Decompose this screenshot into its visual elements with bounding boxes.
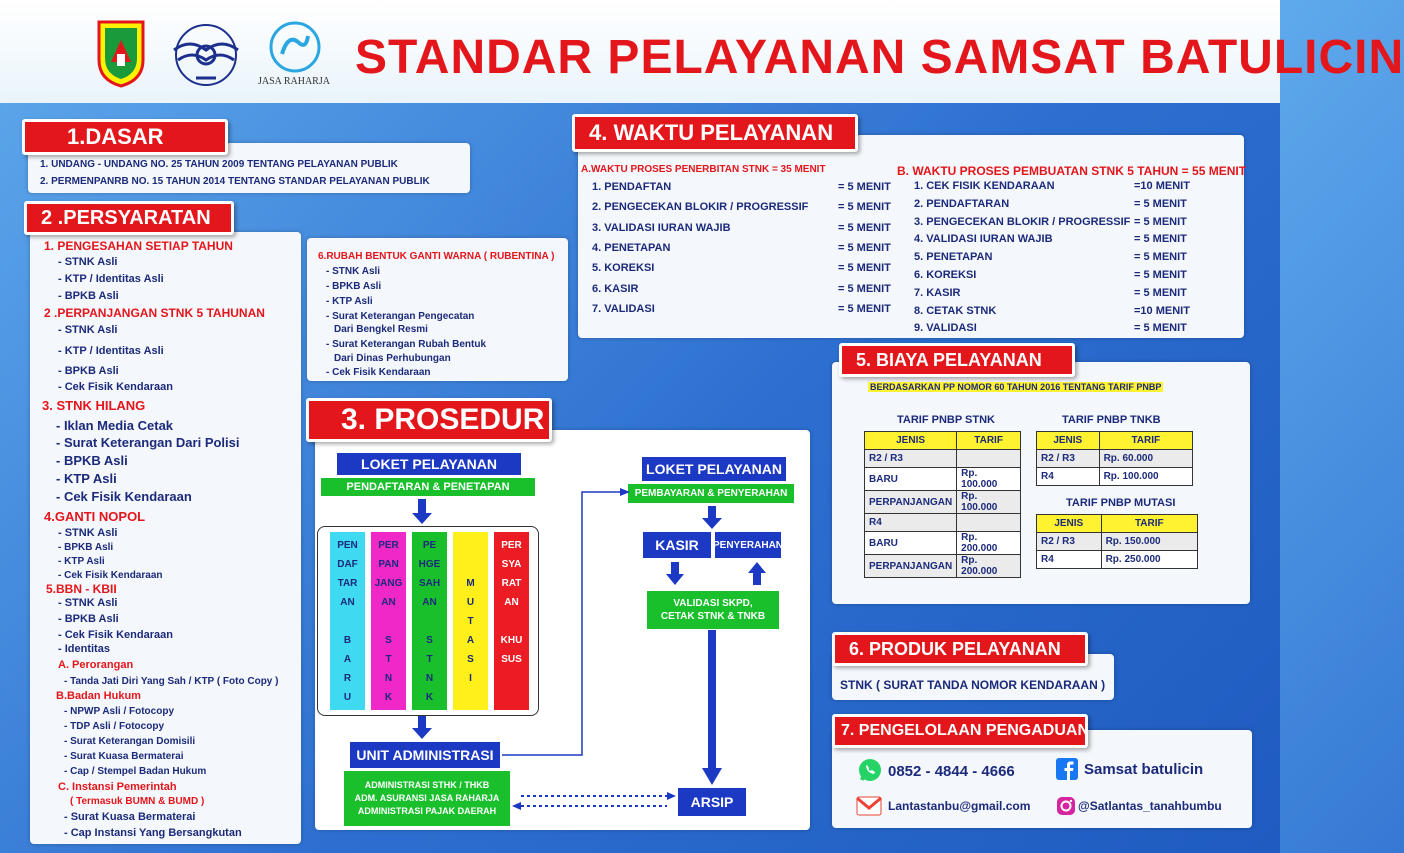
table-row [865, 532, 1021, 555]
tarif-mutasi-table [1036, 514, 1198, 569]
s5-title: 5.BBN - KBII [46, 582, 117, 596]
table-header-cell: JENIS [865, 432, 957, 450]
waktu-step-label: 3. PENGECEKAN BLOKIR / PROGRESSIF [914, 215, 1131, 228]
tarif-tnkb-title: TARIF PNBP TNKB [1062, 414, 1161, 426]
table-row [865, 468, 1021, 491]
a-title: A. Perorangan [58, 659, 134, 671]
column-text: T [467, 616, 474, 627]
table-cell: BARU [865, 468, 957, 491]
waktu-step-time: = 5 MENIT [1134, 322, 1187, 335]
pendaftaran-penetapan-box: PENDAFTARAN & PENETAPAN [320, 477, 536, 497]
waktu-step-label: 9. VALIDASI [914, 322, 977, 335]
column-text: SUS [501, 654, 522, 665]
s4-item: - Cek Fisik Kendaraan [58, 570, 163, 581]
loket-pendaftaran-box: LOKET PELAYANAN [335, 451, 523, 477]
s6-item: Dari Bengkel Resmi [334, 324, 428, 335]
waktu-step-time: = 5 MENIT [838, 201, 891, 214]
c-item: - Surat Kuasa Bermaterai [64, 811, 196, 823]
produk-text: STNK ( SURAT TANDA NOMOR KENDARAAN ) [840, 678, 1106, 692]
waktu-step-label: 7. KASIR [914, 286, 961, 299]
column-text [453, 557, 488, 576]
column-text: T [426, 654, 433, 665]
table-cell: Rp. 200.000 [957, 532, 1021, 555]
whatsapp-icon [858, 758, 882, 782]
s2-item: - STNK Asli [58, 324, 118, 336]
column-text: AN [504, 597, 519, 608]
s1-item: - KTP / Identitas Asli [58, 273, 164, 285]
table-row [1037, 533, 1198, 551]
waktu-step-label: 3. VALIDASI IURAN WAJIB [592, 221, 731, 234]
column-text [412, 614, 447, 633]
waktu-step-label: 6. KASIR [592, 282, 639, 295]
column-text: U [466, 597, 475, 608]
s4-item: - STNK Asli [58, 527, 118, 539]
table-cell [957, 514, 1021, 532]
waktu-step-time: = 5 MENIT [838, 221, 891, 234]
waktu-step-time: = 5 MENIT [1134, 269, 1187, 281]
table-header-cell: TARIF [957, 432, 1021, 450]
b-item: - Cap / Stempel Badan Hukum [64, 766, 207, 777]
s5-item: - BPKB Asli [58, 613, 119, 625]
waktu-b-title: B. WAKTU PROSES PEMBUATAN STNK 5 TAHUN = 55 MENIT [897, 164, 1247, 178]
s6-item: Dari Dinas Perhubungan [334, 353, 451, 364]
waktu-step-time: =10 MENIT [1134, 304, 1190, 317]
column-text: M [466, 578, 475, 589]
waktu-heading: 4. WAKTU PELAYANAN [572, 114, 858, 152]
column-text: AN [422, 597, 437, 608]
s5-item: - Identitas [58, 643, 110, 655]
waktu-step-time: = 5 MENIT [1134, 286, 1187, 299]
table-cell [957, 450, 1021, 468]
administrasi-details-box [343, 770, 511, 827]
table-cell: PERPANJANGAN [865, 555, 957, 578]
s3-title: 3. STNK HILANG [42, 398, 146, 413]
admin-line: ADMINISTRASI STHK / THKB [364, 780, 490, 790]
column-mutasi [453, 532, 488, 710]
connector-admin-arsip-dotted [511, 790, 677, 812]
column-text: PEN [337, 540, 358, 551]
arrow-down-icon [410, 499, 434, 525]
police-emblem-logo [170, 20, 242, 90]
tarif-tnkb-table [1036, 431, 1193, 486]
pengaduan-heading: 7. PENGELOLAAN PENGADUAN [832, 714, 1088, 748]
table-row [865, 450, 1021, 468]
admin-line: ADM. ASURANSI JASA RAHARJA [354, 793, 500, 803]
waktu-step-label: 2. PENGECEKAN BLOKIR / PROGRESSIF [592, 201, 809, 214]
table-row [1037, 450, 1193, 468]
persyaratan-heading: 2 .PERSYARATAN [24, 201, 234, 235]
waktu-step-label: 7. VALIDASI [592, 302, 655, 315]
s3-item: - KTP Asli [56, 471, 117, 486]
column-text: AN [340, 597, 355, 608]
b-title: B.Badan Hukum [56, 690, 141, 702]
whatsapp-number[interactable]: 0852 - 4844 - 4666 [888, 763, 1015, 780]
arrow-down-icon [700, 506, 724, 530]
b-item: - NPWP Asli / Fotocopy [64, 706, 175, 717]
waktu-step-label: 5. PENETAPAN [914, 251, 993, 264]
column-text: PE [422, 540, 437, 551]
table-cell: Rp. 100.000 [957, 468, 1021, 491]
connector-admin-to-loket [500, 488, 632, 760]
waktu-step-time: =10 MENIT [1134, 180, 1190, 192]
table-cell: BARU [865, 532, 957, 555]
facebook-account[interactable]: Samsat batulicin [1084, 761, 1204, 778]
table-row [865, 491, 1021, 514]
s3-item: - Iklan Media Cetak [56, 418, 174, 433]
c-title: C. Instansi Pemerintah [58, 781, 177, 793]
jasa-raharja-caption: JASA RAHARJA [258, 76, 330, 87]
table-header-cell: JENIS [1037, 515, 1102, 533]
column-text: HGE [418, 559, 441, 570]
dasar-item-2: 2. PERMENPANRB NO. 15 TAHUN 2014 TENTANG STANDAR PELAYANAN PUBLIK [40, 176, 430, 187]
waktu-step-label: 8. CETAK STNK [914, 304, 997, 317]
table-cell: R2 / R3 [1037, 533, 1102, 551]
validasi-line: VALIDASI SKPD, [673, 598, 753, 609]
arsip-box: ARSIP [676, 786, 748, 818]
s5-item: - STNK Asli [58, 597, 118, 609]
column-text: S [385, 635, 392, 646]
column-text: JANG [374, 578, 403, 589]
s1-title: 1. PENGESAHAN SETIAP TAHUN [44, 239, 233, 253]
table-cell: R2 / R3 [865, 450, 957, 468]
s1-item: - BPKB Asli [58, 290, 119, 302]
validasi-box [646, 590, 780, 630]
waktu-step-time: = 5 MENIT [1134, 197, 1187, 210]
tarif-mutasi-title: TARIF PNBP MUTASI [1066, 497, 1176, 509]
facebook-icon [1056, 758, 1078, 780]
table-row [1037, 551, 1198, 569]
page-title: STANDAR PELAYANAN SAMSAT BATULICIN [355, 31, 1404, 84]
loket-pembayaran-box: LOKET PELAYANAN [640, 455, 788, 483]
table-cell: PERPANJANGAN [865, 491, 957, 514]
waktu-step-time: = 5 MENIT [838, 302, 891, 315]
waktu-step-time: = 5 MENIT [838, 181, 891, 193]
waktu-step-label: 5. KOREKSI [592, 262, 655, 275]
instagram-icon [1056, 796, 1076, 816]
s2-item: - KTP / Identitas Asli [58, 345, 164, 357]
kasir-box: KASIR [641, 530, 713, 560]
table-cell: Rp. 60.000 [1099, 450, 1192, 468]
b-item: - Surat Kuasa Bermaterai [64, 751, 184, 762]
waktu-step-label: 4. PENETAPAN [592, 241, 671, 254]
biaya-basis: BERDASARKAN PP NOMOR 60 TAHUN 2016 TENTANG TARIF PNBP [870, 382, 1162, 392]
email-address[interactable]: Lantastanbu@gmail.com [888, 799, 1031, 813]
table-cell: R4 [1037, 468, 1100, 486]
b-item: - TDP Asli / Fotocopy [64, 721, 165, 732]
column-text: SAH [418, 578, 441, 589]
waktu-step-time: = 5 MENIT [838, 241, 891, 254]
s6-item: - Surat Keterangan Pengecatan [326, 311, 475, 322]
column-text: A [343, 654, 352, 665]
table-row [865, 514, 1021, 532]
dasar-item-1: 1. UNDANG - UNDANG NO. 25 TAHUN 2009 TENTANG PELAYANAN PUBLIK [40, 159, 398, 170]
waktu-step-time: = 5 MENIT [1134, 233, 1187, 246]
s2-title: 2 .PERPANJANGAN STNK 5 TAHUNAN [44, 306, 265, 320]
column-text: TAR [337, 578, 358, 589]
column-text: AN [381, 597, 396, 608]
s3-item: - BPKB Asli [56, 453, 128, 468]
column-text: A [466, 635, 475, 646]
column-pengesahan-stnk [412, 532, 447, 710]
s6-item: - Cek Fisik Kendaraan [326, 367, 431, 378]
waktu-step-label: 4. VALIDASI IURAN WAJIB [914, 233, 1053, 246]
waktu-step-time: = 5 MENIT [1134, 215, 1187, 228]
s2-item: - BPKB Asli [58, 365, 119, 377]
table-cell: Rp. 100.000 [957, 491, 1021, 514]
penyerahan-box: PENYERAHAN [713, 530, 783, 560]
column-text: N [425, 673, 434, 684]
column-text: S [467, 654, 474, 665]
tarif-stnk-table [864, 431, 1021, 578]
table-cell: Rp. 150.000 [1101, 533, 1197, 551]
column-text: I [469, 673, 472, 684]
arrow-down-icon [665, 562, 685, 586]
column-text: PER [501, 540, 522, 551]
column-text: DAF [337, 559, 358, 570]
waktu-step-time: = 5 MENIT [838, 262, 891, 275]
unit-administrasi-box: UNIT ADMINISTRASI [348, 740, 502, 770]
column-text: KHU [500, 635, 523, 646]
column-text: RAT [501, 578, 522, 589]
table-header-cell: TARIF [1101, 515, 1197, 533]
table-cell: Rp. 250.000 [1101, 551, 1197, 569]
table-row [865, 555, 1021, 578]
prosedur-heading: 3. PROSEDUR [306, 398, 552, 442]
column-text [330, 614, 365, 633]
column-text: U [343, 692, 352, 703]
s6-item: - STNK Asli [326, 266, 381, 277]
table-cell: R4 [865, 514, 957, 532]
s4-item: - KTP Asli [58, 556, 105, 567]
column-text: N [384, 673, 393, 684]
pembayaran-penyerahan-box: PEMBAYARAN & PENYERAHAN [627, 483, 795, 504]
s5-item: - Cek Fisik Kendaraan [58, 629, 173, 641]
c-item: - Cap Instansi Yang Bersangkutan [64, 827, 242, 839]
arrow-up-icon [747, 562, 767, 586]
table-cell: R4 [1037, 551, 1102, 569]
b-item: - Surat Keterangan Domisili [64, 736, 196, 747]
validasi-line: CETAK STNK & TNKB [660, 611, 766, 622]
column-text: PER [378, 540, 399, 551]
column-text: R [343, 673, 352, 684]
column-text [453, 538, 488, 557]
table-header-cell: TARIF [1099, 432, 1192, 450]
biaya-heading: 5. BIAYA PELAYANAN [839, 343, 1075, 377]
column-text: SYA [501, 559, 522, 570]
arrow-down-icon [410, 716, 434, 740]
waktu-step-time: = 5 MENIT [838, 282, 891, 295]
waktu-step-label: 6. KOREKSI [914, 269, 977, 281]
a-item: - Tanda Jati Diri Yang Sah / KTP ( Foto Copy ) [64, 676, 279, 687]
column-text [453, 690, 488, 709]
column-pendaftaran-baru [330, 532, 365, 710]
table-cell: Rp. 100.000 [1099, 468, 1192, 486]
waktu-step-time: = 5 MENIT [1134, 251, 1187, 264]
column-text: PAN [378, 559, 399, 570]
s6-title: 6.RUBAH BENTUK GANTI WARNA ( RUBENTINA ) [318, 251, 555, 262]
tarif-stnk-title: TARIF PNBP STNK [897, 414, 995, 426]
s2-item: - Cek Fisik Kendaraan [58, 381, 173, 393]
s3-item: - Cek Fisik Kendaraan [56, 489, 192, 504]
waktu-a-title: A.WAKTU PROSES PENERBITAN STNK = 35 MENIT [581, 164, 826, 175]
column-text: K [425, 692, 434, 703]
table-row [1037, 468, 1193, 486]
c-subtitle: ( Termasuk BUMN & BUMD ) [70, 796, 205, 807]
column-text: S [426, 635, 433, 646]
s6-item: - BPKB Asli [326, 281, 382, 292]
regional-seal-logo [95, 18, 147, 88]
table-cell: Rp. 200.000 [957, 555, 1021, 578]
dasar-heading: 1.DASAR [22, 119, 228, 155]
jasa-raharja-logo [268, 20, 322, 74]
column-text: B [343, 635, 352, 646]
arrow-down-long-icon [700, 630, 724, 786]
produk-heading: 6. PRODUK PELAYANAN [832, 632, 1088, 666]
waktu-step-label: 2. PENDAFTARAN [914, 197, 1010, 210]
s6-item: - Surat Keterangan Rubah Bentuk [326, 339, 487, 350]
s4-item: - BPKB Asli [58, 542, 114, 553]
admin-line: ADMINISTRASI PAJAK DAERAH [357, 806, 497, 816]
s1-item: - STNK Asli [58, 256, 118, 268]
waktu-step-label: 1. CEK FISIK KENDARAAN [914, 180, 1055, 192]
s4-title: 4.GANTI NOPOL [44, 509, 146, 524]
gmail-icon [856, 796, 882, 816]
column-text: T [385, 654, 392, 665]
s3-item: - Surat Keterangan Dari Polisi [56, 435, 240, 450]
column-text: K [384, 692, 393, 703]
instagram-account[interactable]: @Satlantas_tanahbumbu [1078, 799, 1222, 813]
table-header-cell: JENIS [1037, 432, 1100, 450]
table-cell: R2 / R3 [1037, 450, 1100, 468]
column-perpanjangan-stnk [371, 532, 406, 710]
column-text [371, 614, 406, 633]
waktu-step-label: 1. PENDAFTAN [592, 181, 672, 193]
s6-item: - KTP Asli [326, 296, 373, 307]
